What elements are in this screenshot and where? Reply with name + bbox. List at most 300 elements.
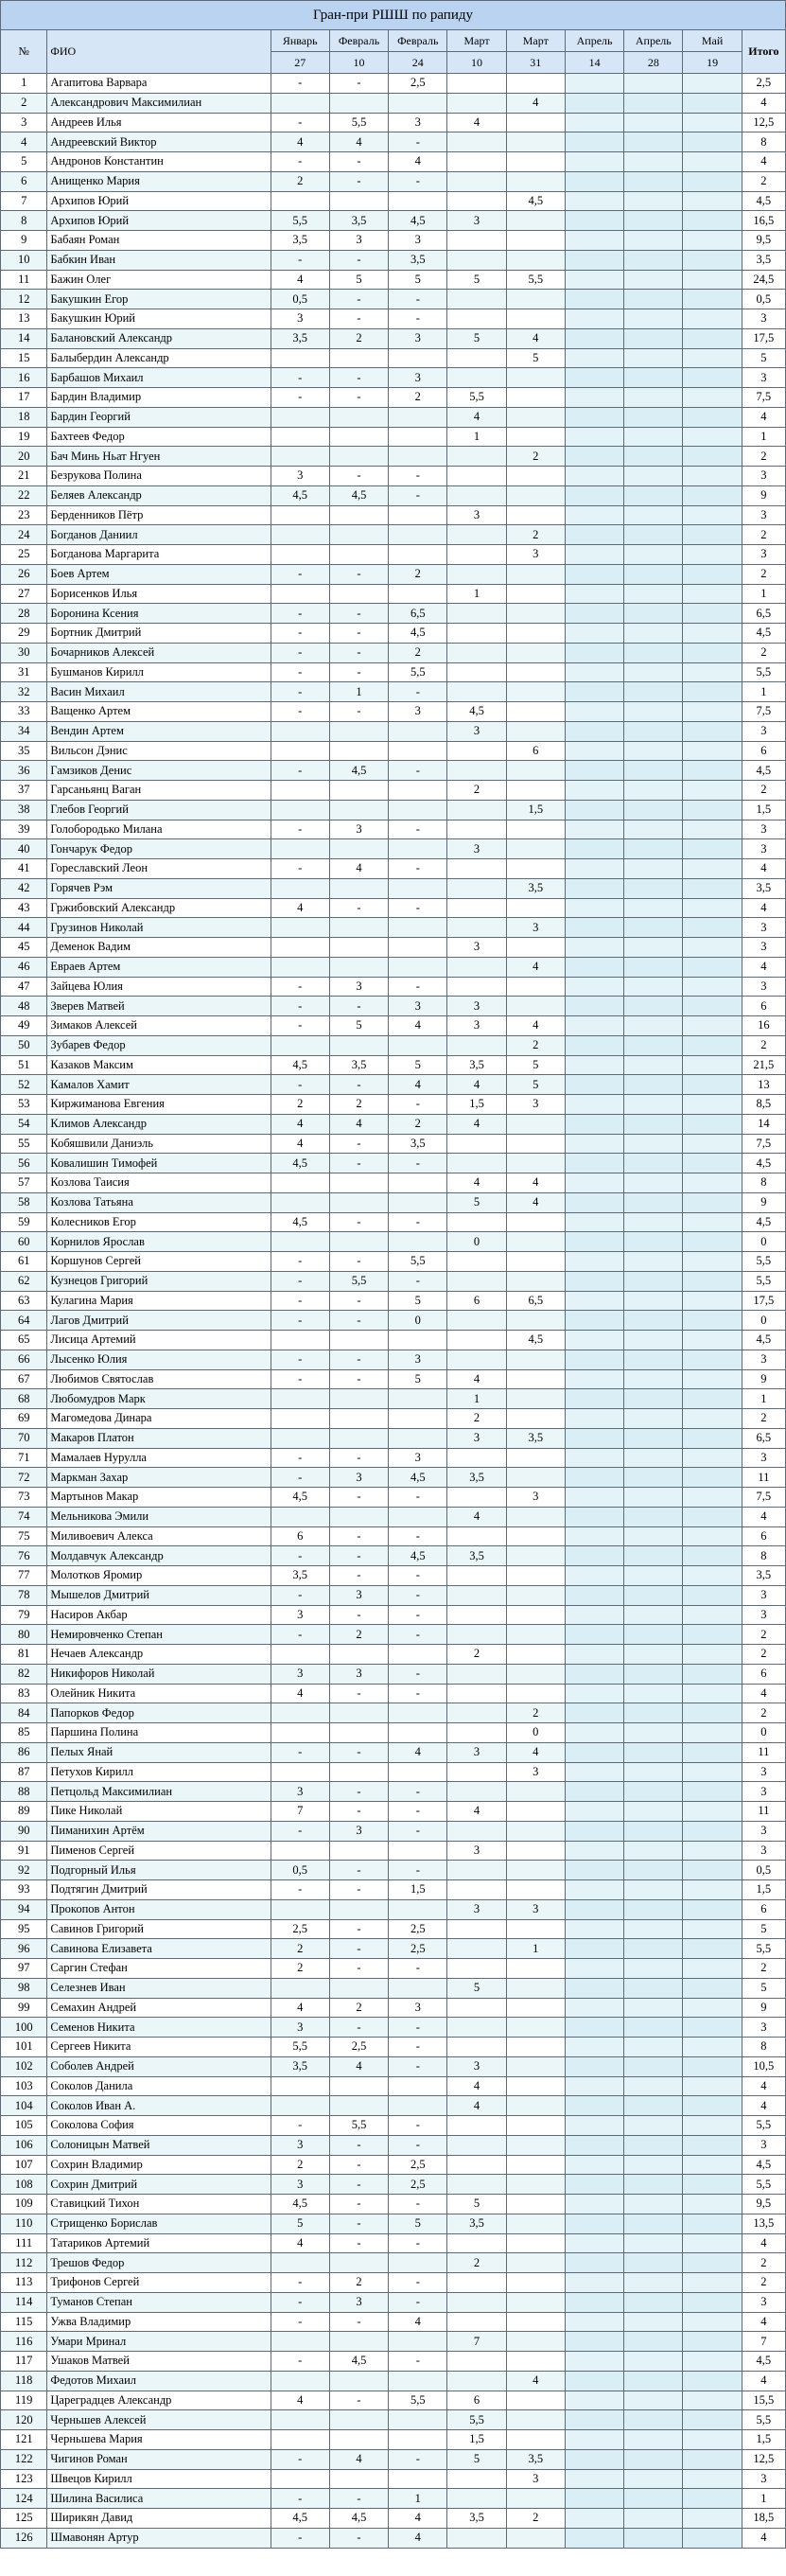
total-score: 3 [742,820,785,839]
round-score [683,1016,742,1036]
round-score [565,2352,623,2372]
round-score: 5 [389,1369,447,1389]
round-score [683,2332,742,2352]
player-name: Гореславский Леон [47,859,271,879]
round-score [506,467,565,486]
round-score [565,447,623,467]
total-score: 5,5 [742,2116,785,2136]
table-row [1,1605,786,1625]
round-score: 2,5 [329,2038,388,2057]
total-score: 4 [742,2371,785,2391]
round-score [683,2096,742,2116]
row-number: 77 [1,1566,47,1586]
round-score [624,1762,683,1782]
table-row [1,2449,786,2469]
round-score: - [329,604,388,624]
round-score [683,878,742,898]
round-score [624,171,683,191]
round-score [624,1664,683,1684]
round-score: 4,5 [271,1154,329,1173]
round-score [447,1625,506,1645]
round-score [624,1389,683,1409]
round-score: 4,5 [329,485,388,505]
round-score: 3 [506,918,565,938]
round-score: 3 [389,231,447,251]
round-score [624,2509,683,2529]
round-score [271,1978,329,1998]
round-score [565,2410,623,2430]
round-score [683,604,742,624]
total-score: 9 [742,1998,785,2018]
row-number: 115 [1,2312,47,2332]
round-score: 4 [271,270,329,290]
round-score [389,1645,447,1665]
round-score [683,467,742,486]
round-score [506,113,565,132]
player-name: Бакушкин Егор [47,290,271,309]
round-score: 3 [447,1016,506,1036]
round-score [389,2332,447,2352]
round-score: 4,5 [271,1212,329,1232]
round-score [271,1428,329,1448]
round-score [683,2155,742,2175]
total-score: 2 [742,1625,785,1645]
round-score [565,1605,623,1625]
round-score [389,839,447,859]
round-score: - [329,2175,388,2195]
round-score: - [271,2528,329,2548]
row-number: 94 [1,1899,47,1919]
table-row [1,938,786,958]
player-name: Семенов Никита [47,2018,271,2038]
row-number: 24 [1,525,47,545]
round-score: - [329,564,388,584]
row-number: 119 [1,2391,47,2410]
row-number: 16 [1,368,47,388]
table-row [1,74,786,94]
player-name: Коршунов Сергей [47,1252,271,1272]
table-row [1,2469,786,2489]
round-score [565,1192,623,1212]
table-row [1,800,786,820]
total-score: 3 [742,2135,785,2155]
round-score [506,604,565,624]
round-score [447,1566,506,1586]
round-score: - [389,761,447,781]
round-score [565,1114,623,1134]
round-score: 3,5 [506,878,565,898]
total-score: 1,5 [742,1880,785,1900]
row-number: 12 [1,290,47,309]
row-number: 33 [1,702,47,722]
total-score: 6 [742,1899,785,1919]
total-score: 9,5 [742,2195,785,2214]
round-score [683,1055,742,1075]
row-number: 84 [1,1703,47,1723]
player-name: Климов Александр [47,1114,271,1134]
round-score [506,1252,565,1272]
round-score: 4 [329,859,388,879]
round-score [624,1212,683,1232]
round-score [565,878,623,898]
player-name: Лисица Артемий [47,1331,271,1350]
total-score: 3 [742,1585,785,1605]
round-score: 4,5 [329,761,388,781]
round-score: - [329,2018,388,2038]
row-number: 57 [1,1173,47,1193]
round-score [683,2391,742,2410]
round-score [389,938,447,958]
round-score [683,859,742,879]
round-score: 5 [447,328,506,348]
table-row [1,859,786,879]
round-score [506,2489,565,2509]
player-name: Молдавчук Александр [47,1546,271,1566]
player-name: Балановский Александр [47,328,271,348]
round-score [683,1899,742,1919]
round-score [329,741,388,761]
round-score: - [329,1488,388,1508]
table-row [1,2018,786,2038]
round-score [624,1428,683,1448]
round-score [565,2391,623,2410]
round-score [447,820,506,839]
round-score [624,1154,683,1173]
round-score: 2 [329,328,388,348]
round-score [447,1782,506,1802]
table-row [1,1546,786,1566]
row-number: 122 [1,2449,47,2469]
round-score [447,132,506,152]
row-number: 19 [1,427,47,447]
total-score: 7,5 [742,1134,785,1154]
round-score: 2 [389,1114,447,1134]
total-score: 6 [742,1526,785,1546]
player-name: Балыбердин Александр [47,348,271,368]
round-score [389,348,447,368]
round-score: 3 [271,1605,329,1625]
round-score [624,132,683,152]
round-score [271,918,329,938]
player-name: Федотов Михаил [47,2371,271,2391]
player-name: Мартынов Макар [47,1488,271,1508]
round-score [506,2312,565,2332]
round-score [624,1566,683,1586]
row-number: 92 [1,1861,47,1880]
round-score [506,2253,565,2273]
round-score [624,1585,683,1605]
round-score: 3 [447,839,506,859]
row-number: 56 [1,1154,47,1173]
round-score [447,348,506,368]
total-score: 12,5 [742,113,785,132]
round-score [565,407,623,427]
total-score: 2 [742,2253,785,2273]
round-score: 2 [506,525,565,545]
round-score: 2 [329,1998,388,2018]
table-row [1,1723,786,1743]
round-score [506,211,565,231]
round-score [447,231,506,251]
round-score: - [329,702,388,722]
round-score: - [329,290,388,309]
round-score [329,800,388,820]
round-score [683,113,742,132]
round-score [624,761,683,781]
round-score: 3 [447,505,506,525]
round-score [683,1154,742,1173]
round-score [506,2116,565,2136]
round-score [447,1684,506,1703]
player-name: Ширикян Давид [47,2509,271,2529]
round-score [624,2489,683,2509]
total-score: 7,5 [742,388,785,408]
header-month: Январь [271,30,329,52]
round-score: 3 [447,721,506,741]
table-row [1,1212,786,1232]
total-score: 13 [742,1075,785,1095]
round-score [565,348,623,368]
round-score: 3 [506,1095,565,1115]
round-score [329,545,388,565]
round-score [329,2430,388,2450]
round-score: 2 [389,388,447,408]
round-score: 5,5 [447,2410,506,2430]
round-score [389,2076,447,2096]
table-row [1,997,786,1016]
round-score [624,2312,683,2332]
player-name: Пименов Сергей [47,1841,271,1861]
round-score: - [271,2273,329,2293]
round-score [683,2038,742,2057]
round-score: - [389,898,447,918]
round-score: - [389,2038,447,2057]
round-score [683,800,742,820]
round-score [271,191,329,211]
round-score [565,918,623,938]
round-score [624,1802,683,1822]
round-score [271,584,329,604]
round-score: 3 [389,1448,447,1468]
round-score [683,1389,742,1409]
player-name: Беляев Александр [47,485,271,505]
round-score [624,1468,683,1488]
total-score: 4 [742,2096,785,2116]
round-score [565,2528,623,2548]
round-score [447,800,506,820]
round-score [447,1919,506,1939]
round-score [447,171,506,191]
round-score: - [389,1782,447,1802]
player-name: Подгорный Илья [47,1861,271,1880]
round-score [624,1331,683,1350]
round-score: - [271,564,329,584]
round-score [683,1605,742,1625]
round-score [565,2175,623,2195]
row-number: 15 [1,348,47,368]
round-score [506,1978,565,1998]
total-score: 6,5 [742,604,785,624]
round-score: 4 [447,1802,506,1822]
round-score [447,2469,506,2489]
round-score [624,113,683,132]
round-score: - [329,2528,388,2548]
round-score [683,2175,742,2195]
row-number: 35 [1,741,47,761]
round-score [624,1075,683,1095]
round-score [624,957,683,977]
round-score [506,1114,565,1134]
round-score [329,781,388,801]
round-score: 5,5 [329,113,388,132]
total-score: 3 [742,2018,785,2038]
round-score [506,1645,565,1665]
round-score: - [329,1369,388,1389]
round-score [506,2214,565,2233]
total-score: 2 [742,1035,785,1055]
round-score [329,1645,388,1665]
round-score [624,800,683,820]
round-score [624,1369,683,1389]
round-score [389,545,447,565]
round-score [565,1035,623,1055]
round-score [565,1664,623,1684]
round-score [683,348,742,368]
player-name: Любимов Святослав [47,1369,271,1389]
round-score: - [271,1291,329,1311]
round-score: 3,5 [447,1546,506,1566]
round-score: - [271,682,329,702]
player-name: Мышелов Дмитрий [47,1585,271,1605]
table-row [1,1841,786,1861]
round-score [624,2332,683,2352]
round-score [506,485,565,505]
round-score [447,2116,506,2136]
round-score [683,2292,742,2312]
round-score: - [389,1271,447,1291]
round-score [683,1645,742,1665]
player-name: Соколов Иван А. [47,2096,271,2116]
row-number: 101 [1,2038,47,2057]
round-score [683,2352,742,2372]
round-score [329,1428,388,1448]
round-score [565,2430,623,2450]
total-score: 2 [742,781,785,801]
table-row [1,2116,786,2136]
round-score [683,1507,742,1526]
player-name: Бабкин Иван [47,250,271,270]
round-score [683,2195,742,2214]
round-score [329,427,388,447]
round-score: - [389,1095,447,1115]
round-score [447,1488,506,1508]
round-score [565,682,623,702]
round-score: 5 [329,270,388,290]
round-score [683,191,742,211]
round-score [506,1802,565,1822]
row-number: 113 [1,2273,47,2293]
total-score: 5,5 [742,2175,785,2195]
round-score: - [329,1526,388,1546]
round-score [565,1271,623,1291]
table-row [1,1684,786,1703]
round-score [506,2038,565,2057]
round-score [624,1409,683,1429]
round-score [624,1645,683,1665]
round-score [624,938,683,958]
total-score: 3 [742,1821,785,1841]
round-score: - [271,1075,329,1095]
player-name: Богданова Маргарита [47,545,271,565]
round-score [683,2116,742,2136]
total-score: 3,5 [742,250,785,270]
round-score: 2 [447,781,506,801]
table-row [1,1742,786,1762]
round-score [683,1585,742,1605]
table-row [1,1919,786,1939]
round-score [683,1114,742,1134]
round-score [565,505,623,525]
player-name: Папорков Федор [47,1703,271,1723]
round-score [565,1566,623,1586]
player-name: Вильсон Дэнис [47,741,271,761]
round-score [506,2332,565,2352]
round-score: - [389,820,447,839]
round-score [624,1998,683,2018]
round-score: - [271,2292,329,2312]
table-row [1,545,786,565]
player-name: Прокопов Антон [47,1899,271,1919]
table-row [1,132,786,152]
round-score [624,2018,683,2038]
total-score: 4 [742,2528,785,2548]
round-score [565,761,623,781]
round-score [447,1959,506,1979]
round-score [389,2430,447,2450]
round-score [624,839,683,859]
round-score [683,2528,742,2548]
round-score [624,1350,683,1369]
round-score: - [271,152,329,172]
round-score [565,2233,623,2253]
round-score: 3,5 [447,2509,506,2529]
player-name: Кобяшвили Даниэль [47,1134,271,1154]
round-score: - [329,2214,388,2233]
round-score [683,368,742,388]
round-score [506,309,565,329]
round-score: 4,5 [389,1468,447,1488]
player-name: Бабаян Роман [47,231,271,251]
header-day: 19 [683,52,742,74]
table-row [1,1055,786,1075]
round-score [565,624,623,644]
table-row [1,2509,786,2529]
table-row [1,2096,786,2116]
round-score [329,1507,388,1526]
total-score: 8 [742,1173,785,1193]
row-number: 87 [1,1762,47,1782]
round-score [565,2371,623,2391]
round-score [624,407,683,427]
table-row [1,2332,786,2352]
round-score [447,1134,506,1154]
row-number: 126 [1,2528,47,2548]
total-score: 4 [742,2233,785,2253]
total-score: 3 [742,545,785,565]
round-score [271,407,329,427]
round-score: 4 [329,132,388,152]
round-score: 4 [506,1173,565,1193]
